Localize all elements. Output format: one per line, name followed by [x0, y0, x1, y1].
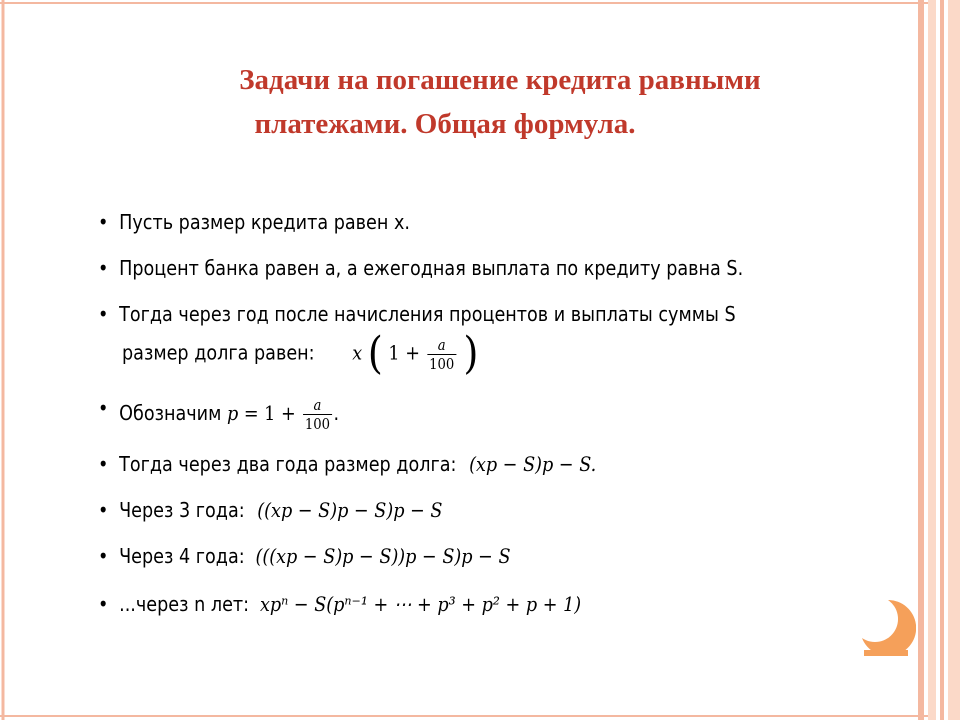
bullet-denote-p — [98, 396, 339, 433]
bullet-bank-percent — [98, 256, 743, 280]
fraction-denominator-2: 100 — [304, 415, 331, 433]
denote-label: Обозначим — [119, 401, 222, 425]
fraction-numerator: a — [427, 336, 456, 355]
close-paren: ) — [463, 328, 479, 379]
formula-one-plus: 1 + — [388, 340, 420, 365]
title-line-1: Задачи на погашение кредита равными — [239, 64, 761, 96]
formula-x: x — [352, 340, 363, 365]
frame-right-stripe-2 — [928, 0, 936, 720]
bullet-four-years — [98, 544, 511, 568]
frame-right-stripe-1 — [918, 0, 924, 720]
formula-p-eq: = 1 + — [238, 401, 296, 425]
frame-right-stripe-3 — [940, 0, 944, 720]
bullet-three-years — [98, 498, 442, 522]
fraction-a-over-100-2 — [303, 396, 332, 433]
slide-title — [120, 58, 880, 146]
four-years-formula: (((xp − S)p − S))p − S)p − S — [255, 544, 511, 568]
bullet-credit-size — [98, 210, 410, 234]
three-years-formula: ((xp − S)p − S)p − S — [257, 498, 443, 522]
open-paren: ( — [367, 328, 383, 379]
bullet-after-one-year — [98, 302, 736, 326]
two-years-label: Тогда через два года размер долга: — [119, 452, 457, 476]
n-years-formula: xpⁿ − S(pⁿ⁻¹ + ⋯ + p³ + p² + p + 1) — [259, 592, 582, 616]
fraction-a-over-100 — [427, 336, 456, 373]
debt-after-one-year-label: размер долга равен: — [122, 340, 315, 365]
bullet-two-years — [98, 452, 596, 476]
bullet-after-one-year-text: Тогда через год после начисления процентов и выплаты суммы S — [119, 302, 736, 326]
fraction-denominator: 100 — [429, 354, 455, 373]
bullet-bank-percent-text: Процент банка равен а, а ежегодная выплата по кредиту равна S. — [119, 256, 744, 280]
moon-logo-icon — [858, 598, 916, 658]
four-years-label: Через 4 года: — [119, 544, 245, 568]
bullet-after-one-year-line2 — [122, 328, 479, 379]
bullet-n-years — [98, 592, 581, 616]
title-line-2: платежами. Общая формула. — [254, 108, 636, 140]
frame-right-stripe-4 — [948, 0, 960, 720]
three-years-label: Через 3 года: — [119, 498, 245, 522]
two-years-formula: (xp − S)p − S. — [469, 452, 597, 476]
formula-p: p — [226, 401, 239, 425]
n-years-label: ...через n лет: — [119, 592, 250, 616]
fraction-numerator-2: a — [303, 396, 332, 415]
denote-period: . — [333, 401, 340, 425]
bullet-credit-size-text: Пусть размер кредита равен х. — [119, 210, 411, 234]
